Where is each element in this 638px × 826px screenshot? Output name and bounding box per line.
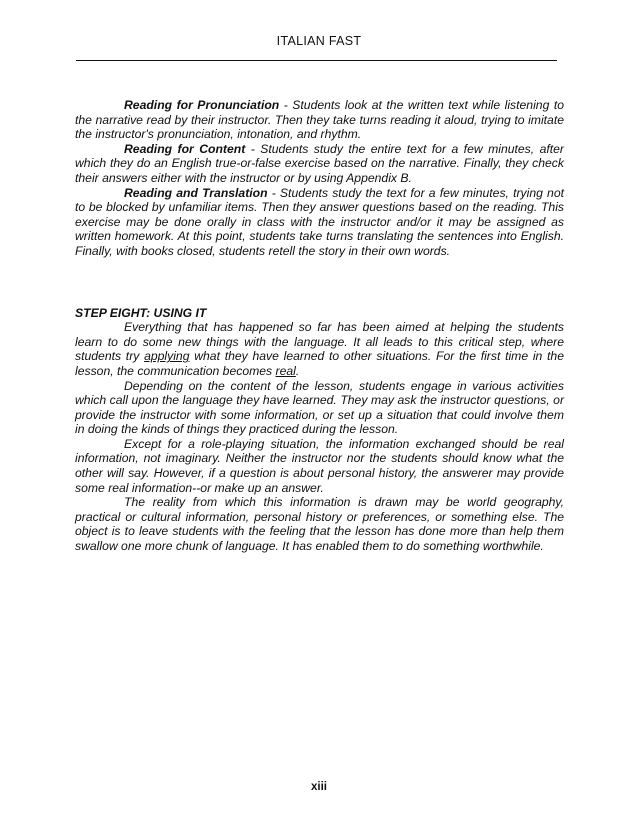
paragraph-using-it-intro [75, 320, 564, 378]
paragraph-text: - Students study the entire text for a few minutes, after which they do an English true-or-false exercise based on the narrative. Finally, they check their answers either with the instructor or by using Appendix B. [75, 141, 564, 185]
paragraph-activities: Depending on the content of the lesson, students engage in various activities which call upon the language they have learned. They may ask the instructor questions, or provide the instructor with some information, or set up a situation that could involve them in doing the kinds of things they practiced during the lesson. [75, 378, 564, 437]
section-heading: STEP EIGHT: USING IT [75, 305, 207, 320]
paragraph-lead: Reading and Translation [124, 185, 268, 200]
paragraph-reading-content [75, 142, 564, 186]
page-number: xiii [311, 781, 327, 793]
paragraph-reality-sources: The reality from which this information is drawn may be world geography, practical or cultural information, personal history or preferences, or something else. The object is to leave students with the feeling that the lesson has done more than help them swallow one more chunk of language. It has enabled them to do something worthwhile. [75, 495, 564, 554]
paragraph-text: - Students look at the written text while listening to the narrative read by their instructor. Then they take turns reading it aloud, trying to imitate the instructor's pronunciation, intonation, and rhythm. [75, 98, 565, 142]
paragraph-real-information: Except for a role-playing situation, the information exchanged should be real information, not imaginary. Neither the instructor nor the students should know what the other will say. However, if a question is about personal history, the answerer may provide some real information--or make up an answer. [75, 436, 564, 495]
paragraph-lead: Reading for Pronunciation [124, 98, 280, 112]
paragraph-reading-pronunciation [75, 98, 564, 142]
paragraph-text: what they have learned to other situations. For the first time in the lesson, the communication becomes [75, 349, 564, 378]
underlined-word: applying [144, 349, 190, 364]
paragraph-text: Everything that has happened so far has been aimed at helping the students learn to do some new things with the language. It all leads to this critical step, where students try [75, 320, 564, 364]
paragraph-text: . [295, 363, 300, 378]
paragraph-text: - Students study the text for a few minutes, trying not to be blocked by unfamiliar items. Then they answer questions based on the reading. This exercise may be done orally in class with the instructor and/or it may be assigned as written homework. At this point, students take turns translating the sentences into English. Finally, with books closed, students retell the story in their own words. [75, 185, 565, 258]
paragraph-reading-translation [75, 186, 564, 259]
header-rule [76, 60, 557, 61]
underlined-word: real [275, 363, 296, 378]
page-body [75, 98, 564, 554]
running-header: ITALIAN FAST [276, 34, 362, 48]
paragraph-lead: Reading for Content [124, 141, 246, 156]
